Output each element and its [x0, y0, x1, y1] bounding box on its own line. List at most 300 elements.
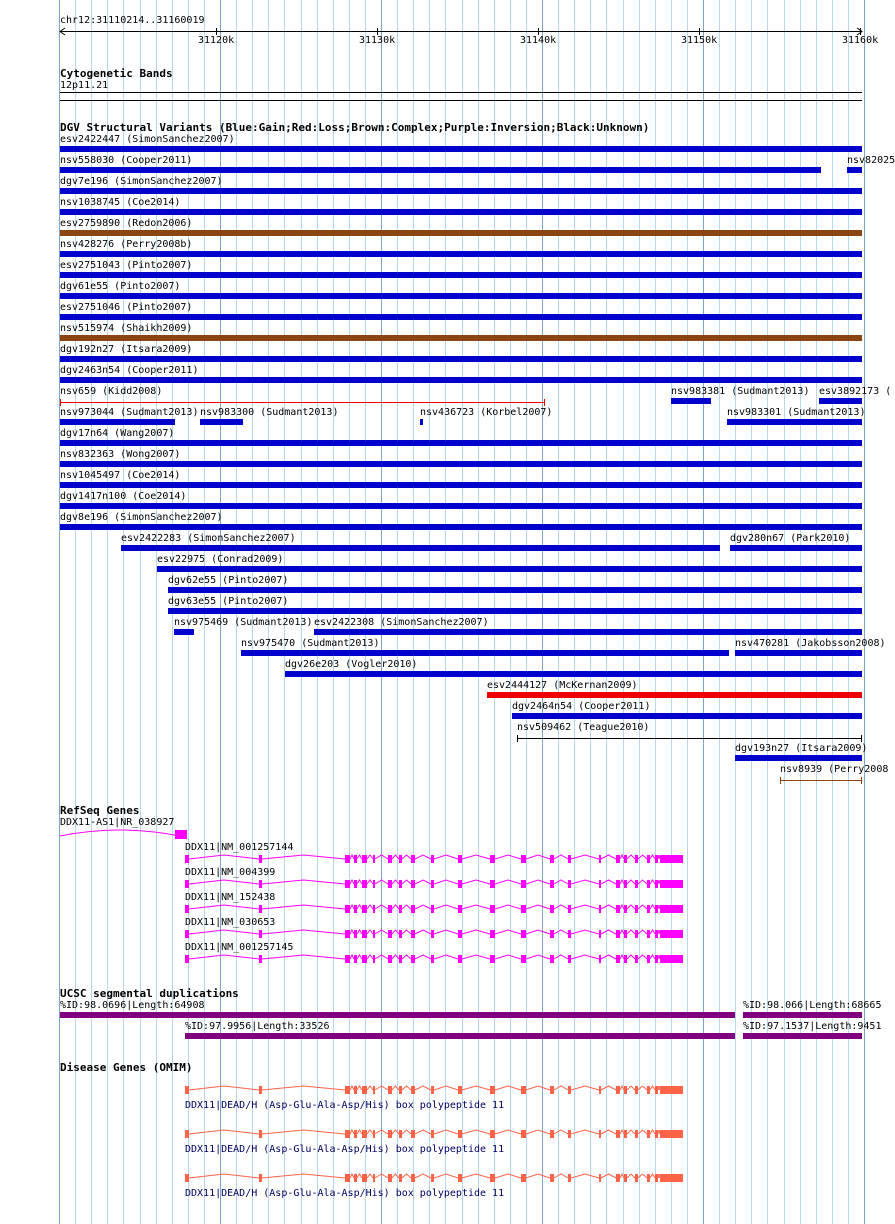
omim-gene-exon[interactable] [624, 1174, 627, 1182]
variant-label[interactable]: dgv63e55 (Pinto2007) [168, 596, 289, 607]
variant-bar[interactable] [121, 545, 720, 551]
omim-gene-exon[interactable] [411, 1086, 415, 1094]
variant-bar[interactable] [174, 629, 194, 635]
omim-gene-exon[interactable] [259, 1130, 262, 1138]
variant-label[interactable]: esv2751043 (Pinto2007) [60, 260, 193, 271]
segdup-label[interactable]: %ID:97.1537|Length:9451 [743, 1021, 882, 1032]
omim-gene-exon[interactable] [490, 1086, 495, 1094]
variant-label[interactable]: nsv659 (Kidd2008) [60, 386, 163, 397]
gene-antisense-intron[interactable] [60, 828, 180, 838]
variant-label[interactable]: nsv509462 (Teague2010) [517, 722, 650, 733]
omim-gene-exon[interactable] [616, 1086, 620, 1094]
cytoband-label: 12p11.21 [60, 80, 109, 91]
transcript-exon[interactable] [490, 955, 495, 963]
gene-label[interactable]: DDX11|NM_001257145 [185, 942, 294, 953]
omim-gene-exon[interactable] [431, 1086, 434, 1094]
gene-label[interactable]: DDX11-AS1|NR_038927 [60, 817, 175, 828]
cytoband-bar[interactable] [60, 100, 862, 101]
omim-gene-exon[interactable] [373, 1130, 375, 1138]
transcript-exon[interactable] [431, 855, 434, 863]
omim-gene-exon[interactable] [458, 1130, 462, 1138]
omim-gene-exon[interactable] [354, 1086, 357, 1094]
transcript-exon[interactable] [635, 855, 638, 863]
transcript-exon[interactable] [599, 855, 601, 863]
omim-gene-exon[interactable] [373, 1086, 375, 1094]
transcript-exon[interactable] [663, 905, 683, 913]
transcript-exon[interactable] [647, 905, 650, 913]
transcript-exon[interactable] [373, 880, 375, 888]
variant-bar[interactable] [168, 608, 862, 614]
transcript-exon[interactable] [399, 905, 402, 913]
transcript-exon[interactable] [362, 930, 367, 938]
transcript-exon[interactable] [373, 905, 375, 913]
transcript-exon[interactable] [388, 855, 392, 863]
variant-bar[interactable] [60, 377, 862, 383]
transcript-exon[interactable] [399, 880, 402, 888]
omim-gene-exon[interactable] [399, 1174, 402, 1182]
omim-gene-exon[interactable] [354, 1130, 357, 1138]
omim-gene-exon[interactable] [345, 1130, 350, 1138]
omim-gene-introns [0, 1172, 890, 1186]
variant-label[interactable]: esv2422308 (SimonSanchez2007) [314, 617, 489, 628]
transcript-exon[interactable] [345, 855, 350, 863]
omim-gene-exon[interactable] [388, 1086, 392, 1094]
omim-gene-exon[interactable] [599, 1174, 601, 1182]
variant-bar[interactable] [157, 566, 862, 572]
omim-gene-exon[interactable] [259, 1086, 262, 1094]
omim-gene-exon[interactable] [185, 1174, 189, 1182]
omim-gene-exon[interactable] [568, 1130, 571, 1138]
variant-bar[interactable] [60, 293, 862, 299]
variant-label[interactable]: nsv515974 (Shaikh2009) [60, 323, 193, 334]
variant-label[interactable]: nsv832363 (Wong2007) [60, 449, 181, 460]
omim-gene-exon[interactable] [388, 1174, 392, 1182]
track-title-cytogenetic-bands[interactable]: Cytogenetic Bands [60, 67, 173, 80]
variant-label[interactable]: dgv7e196 (SimonSanchez2007) [60, 176, 223, 187]
transcript-exon[interactable] [521, 855, 526, 863]
ruler-tick [216, 28, 217, 35]
transcript-exon[interactable] [411, 955, 415, 963]
omim-gene-exon[interactable] [550, 1130, 554, 1138]
transcript-exon[interactable] [624, 855, 627, 863]
transcript-exon[interactable] [663, 855, 683, 863]
variant-bar[interactable] [60, 482, 862, 488]
transcript-exon[interactable] [624, 905, 627, 913]
ruler-tick-label: 31150k [681, 35, 718, 46]
transcript-exon[interactable] [655, 855, 658, 863]
omim-gene-exon[interactable] [624, 1086, 627, 1094]
variant-bar[interactable] [200, 419, 243, 425]
variant-label[interactable]: nsv975469 (Sudmant2013) [174, 617, 313, 628]
gene-label[interactable]: DDX11|NM_152438 [185, 892, 276, 903]
transcript-exon[interactable] [624, 955, 627, 963]
transcript-exon[interactable] [599, 930, 601, 938]
omim-label[interactable]: DDX11|DEAD/H (Asp-Glu-Ala-Asp/His) box polypeptide 11 [185, 1144, 505, 1155]
ruler-line [60, 31, 862, 32]
transcript-exon[interactable] [388, 905, 392, 913]
omim-gene-exon[interactable] [635, 1174, 638, 1182]
variant-bar[interactable] [241, 650, 729, 656]
transcript-exon[interactable] [354, 905, 357, 913]
variant-label[interactable]: dgv192n27 (Itsara2009) [60, 344, 193, 355]
transcript-exon[interactable] [259, 855, 262, 863]
omim-gene-exon[interactable] [458, 1174, 462, 1182]
variant-label[interactable]: nsv436723 (Korbel2007) [420, 407, 553, 418]
transcript-exon[interactable] [663, 880, 683, 888]
omim-gene-exon[interactable] [490, 1130, 495, 1138]
transcript-exon[interactable] [411, 930, 415, 938]
transcript-exon[interactable] [354, 855, 357, 863]
segdup-label[interactable]: %ID:98.066|Length:68665 [743, 1000, 882, 1011]
transcript-exon[interactable] [411, 855, 415, 863]
segdup-bar[interactable] [743, 1012, 862, 1018]
transcript-exon[interactable] [490, 930, 495, 938]
transcript-exon[interactable] [624, 880, 627, 888]
segdup-label[interactable]: %ID:97.9956|Length:33526 [185, 1021, 330, 1032]
transcript-exon[interactable] [655, 880, 658, 888]
omim-gene-exon[interactable] [655, 1130, 658, 1138]
transcript-exon[interactable] [411, 880, 415, 888]
transcript-exon[interactable] [373, 955, 375, 963]
transcript-exon[interactable] [663, 930, 683, 938]
transcript-exon[interactable] [635, 880, 638, 888]
transcript-exon[interactable] [599, 905, 601, 913]
omim-gene-exon[interactable] [354, 1174, 357, 1182]
variant-label[interactable]: dgv62e55 (Pinto2007) [168, 575, 289, 586]
transcript-exon[interactable] [550, 955, 554, 963]
omim-gene-exon[interactable] [663, 1174, 683, 1182]
variant-bar[interactable] [512, 713, 862, 719]
track-title-dgv[interactable]: DGV Structural Variants (Blue:Gain;Red:Loss;Brown:Complex;Purple:Inversion;Black:Unknown) [60, 121, 650, 134]
variant-bar[interactable] [314, 629, 862, 635]
transcript-exon[interactable] [411, 905, 415, 913]
transcript-exon[interactable] [568, 855, 571, 863]
variant-bar[interactable] [168, 587, 862, 593]
variant-bar[interactable] [671, 398, 711, 404]
transcript-exon[interactable] [373, 930, 375, 938]
segdup-label[interactable]: %ID:98.0696|Length:64908 [60, 1000, 205, 1011]
omim-gene-exon[interactable] [655, 1174, 658, 1182]
transcript-exon[interactable] [388, 880, 392, 888]
transcript-exon[interactable] [458, 955, 462, 963]
omim-gene-exon[interactable] [411, 1174, 415, 1182]
variant-bar[interactable] [420, 419, 423, 425]
transcript-exon[interactable] [647, 930, 650, 938]
variant-bar[interactable] [60, 251, 862, 257]
variant-bar[interactable] [60, 188, 862, 194]
omim-gene-exon[interactable] [399, 1130, 402, 1138]
transcript-introns [0, 953, 890, 967]
transcript-exon[interactable] [458, 880, 462, 888]
variant-bar[interactable] [60, 146, 862, 152]
transcript-exon[interactable] [521, 905, 526, 913]
transcript-exon[interactable] [599, 880, 601, 888]
omim-gene-exon[interactable] [550, 1086, 554, 1094]
transcript-exon[interactable] [616, 855, 620, 863]
variant-bar[interactable] [60, 356, 862, 362]
variant-label[interactable]: nsv428276 (Perry2008b) [60, 239, 193, 250]
omim-gene-exon[interactable] [362, 1086, 367, 1094]
variant-label[interactable]: dgv193n27 (Itsara2009) [735, 743, 868, 754]
transcript-exon[interactable] [431, 880, 434, 888]
transcript-exon[interactable] [616, 930, 620, 938]
location-label: chr12:31110214..31160019 [60, 15, 205, 26]
omim-gene-introns [0, 1084, 890, 1098]
transcript-exon[interactable] [635, 930, 638, 938]
transcript-exon[interactable] [458, 905, 462, 913]
variant-label[interactable]: nsv82025 [847, 155, 895, 166]
variant-bar[interactable] [735, 650, 862, 656]
transcript-exon[interactable] [354, 880, 357, 888]
transcript-exon[interactable] [635, 905, 638, 913]
transcript-exon[interactable] [624, 930, 627, 938]
omim-gene-exon[interactable] [411, 1130, 415, 1138]
variant-label[interactable]: nsv983301 (Sudmant2013) [727, 407, 866, 418]
variant-label[interactable]: dgv17n64 (Wang2007) [60, 428, 175, 439]
ruler-tick-label: 31120k [198, 35, 235, 46]
variant-label[interactable]: dgv61e55 (Pinto2007) [60, 281, 181, 292]
transcript-exon[interactable] [185, 855, 189, 863]
omim-gene-exon[interactable] [345, 1174, 350, 1182]
gene-label[interactable]: DDX11|NM_004399 [185, 867, 276, 878]
transcript-exon[interactable] [345, 930, 350, 938]
variant-label[interactable]: dgv8e196 (SimonSanchez2007) [60, 512, 223, 523]
transcript-exon[interactable] [362, 905, 367, 913]
track-title-refseq-genes[interactable]: RefSeq Genes [60, 804, 140, 817]
transcript-exon[interactable] [655, 930, 658, 938]
transcript-exon[interactable] [388, 930, 392, 938]
omim-gene-exon[interactable] [521, 1130, 526, 1138]
variant-bar[interactable] [60, 402, 545, 403]
transcript-exon[interactable] [458, 855, 462, 863]
variant-label[interactable]: nsv983300 (Sudmant2013) [200, 407, 339, 418]
cytoband-bar[interactable] [60, 92, 862, 93]
transcript-exon[interactable] [259, 955, 262, 963]
transcript-exon[interactable] [458, 930, 462, 938]
variant-bar[interactable] [60, 272, 862, 278]
transcript-exon[interactable] [399, 930, 402, 938]
variant-bar[interactable] [780, 780, 862, 781]
variant-label[interactable]: nsv558030 (Cooper2011) [60, 155, 193, 166]
omim-gene-exon[interactable] [568, 1086, 571, 1094]
transcript-exon[interactable] [354, 930, 357, 938]
omim-gene-exon[interactable] [373, 1174, 375, 1182]
transcript-exon[interactable] [490, 905, 495, 913]
transcript-exon[interactable] [345, 880, 350, 888]
variant-bar[interactable] [517, 738, 862, 739]
transcript-exon[interactable] [185, 930, 189, 938]
transcript-exon[interactable] [550, 880, 554, 888]
variant-label[interactable]: esv2759890 (Redon2006) [60, 218, 193, 229]
transcript-introns [0, 878, 890, 892]
variant-bar[interactable] [60, 419, 175, 425]
variant-bar[interactable] [60, 503, 862, 509]
variant-bar[interactable] [60, 314, 862, 320]
omim-gene-exon[interactable] [185, 1130, 189, 1138]
ruler-tick-label: 31130k [359, 35, 396, 46]
omim-gene-exon[interactable] [655, 1086, 658, 1094]
variant-bar[interactable] [735, 755, 862, 761]
omim-gene-exon[interactable] [521, 1174, 526, 1182]
omim-label[interactable]: DDX11|DEAD/H (Asp-Glu-Ala-Asp/His) box polypeptide 11 [185, 1188, 505, 1199]
variant-bar[interactable] [730, 545, 862, 551]
transcript-exon[interactable] [490, 855, 495, 863]
variant-label[interactable]: nsv973044 (Sudmant2013) [60, 407, 199, 418]
omim-gene-exon[interactable] [647, 1130, 650, 1138]
transcript-exon[interactable] [616, 905, 620, 913]
variant-label[interactable]: esv3892173 ( [819, 386, 892, 397]
transcript-exon[interactable] [259, 930, 262, 938]
omim-gene-exon[interactable] [431, 1174, 434, 1182]
variant-label[interactable]: nsv1045497 (Coe2014) [60, 470, 181, 481]
omim-gene-exon[interactable] [431, 1130, 434, 1138]
segdup-bar[interactable] [60, 1012, 735, 1018]
variant-label[interactable]: esv2422283 (SimonSanchez2007) [121, 533, 296, 544]
omim-gene-exon[interactable] [647, 1174, 650, 1182]
transcript-exon[interactable] [362, 880, 367, 888]
transcript-exon[interactable] [521, 930, 526, 938]
transcript-exon[interactable] [663, 955, 683, 963]
transcript-exon[interactable] [185, 955, 189, 963]
variant-bar[interactable] [60, 230, 862, 236]
transcript-exon[interactable] [550, 930, 554, 938]
omim-gene-exon[interactable] [663, 1130, 683, 1138]
omim-gene-exon[interactable] [362, 1174, 367, 1182]
transcript-exon[interactable] [399, 855, 402, 863]
omim-gene-exon[interactable] [599, 1086, 601, 1094]
transcript-exon[interactable] [616, 880, 620, 888]
variant-bar[interactable] [60, 440, 862, 446]
transcript-exon[interactable] [550, 855, 554, 863]
omim-gene-exon[interactable] [362, 1130, 367, 1138]
transcript-exon[interactable] [550, 905, 554, 913]
variant-bar[interactable] [60, 524, 862, 530]
variant-bar[interactable] [60, 335, 862, 341]
transcript-exon[interactable] [568, 930, 571, 938]
transcript-exon[interactable] [490, 880, 495, 888]
transcript-exon[interactable] [345, 905, 350, 913]
ruler-tick-label: 31160k [842, 35, 879, 46]
variant-label[interactable]: dgv2463n54 (Cooper2011) [60, 365, 199, 376]
omim-gene-exon[interactable] [568, 1174, 571, 1182]
omim-gene-exon[interactable] [458, 1086, 462, 1094]
transcript-exon[interactable] [655, 905, 658, 913]
variant-label[interactable]: nsv975470 (Sudmant2013) [241, 638, 380, 649]
omim-gene-exon[interactable] [490, 1174, 495, 1182]
transcript-exon[interactable] [431, 905, 434, 913]
omim-label[interactable]: DDX11|DEAD/H (Asp-Glu-Ala-Asp/His) box polypeptide 11 [185, 1100, 505, 1111]
transcript-introns [0, 853, 890, 867]
transcript-exon[interactable] [599, 955, 601, 963]
transcript-exon[interactable] [399, 955, 402, 963]
variant-label[interactable]: nsv1038745 (Coe2014) [60, 197, 181, 208]
variant-bar[interactable] [847, 167, 862, 173]
omim-gene-exon[interactable] [345, 1086, 350, 1094]
transcript-exon[interactable] [345, 955, 350, 963]
omim-gene-exon[interactable] [185, 1086, 189, 1094]
variant-bar[interactable] [60, 461, 862, 467]
transcript-exon[interactable] [431, 930, 434, 938]
segdup-bar[interactable] [743, 1033, 862, 1039]
variant-bar[interactable] [285, 671, 862, 677]
gene-exon[interactable] [175, 830, 187, 839]
omim-gene-exon[interactable] [635, 1130, 638, 1138]
transcript-exon[interactable] [635, 955, 638, 963]
transcript-exon[interactable] [259, 880, 262, 888]
omim-gene-exon[interactable] [624, 1130, 627, 1138]
transcript-exon[interactable] [568, 905, 571, 913]
transcript-exon[interactable] [568, 880, 571, 888]
transcript-exon[interactable] [362, 955, 367, 963]
track-title-segmental-duplications[interactable]: UCSC segmental duplications [60, 987, 239, 1000]
omim-gene-exon[interactable] [521, 1086, 526, 1094]
omim-gene-exon[interactable] [550, 1174, 554, 1182]
gene-label[interactable]: DDX11|NM_030653 [185, 917, 276, 928]
transcript-exon[interactable] [647, 955, 650, 963]
transcript-exon[interactable] [362, 855, 367, 863]
transcript-exon[interactable] [521, 880, 526, 888]
variant-label[interactable]: esv22975 (Conrad2009) [157, 554, 284, 565]
track-title-omim[interactable]: Disease Genes (OMIM) [60, 1061, 193, 1074]
variant-bar[interactable] [60, 209, 862, 215]
transcript-exon[interactable] [655, 955, 658, 963]
transcript-exon[interactable] [568, 955, 571, 963]
variant-bar[interactable] [60, 167, 821, 173]
omim-gene-exon[interactable] [616, 1130, 620, 1138]
transcript-exon[interactable] [259, 905, 262, 913]
transcript-exon[interactable] [647, 880, 650, 888]
variant-label[interactable]: esv2751046 (Pinto2007) [60, 302, 193, 313]
variant-bar[interactable] [487, 692, 862, 698]
variant-label[interactable]: esv2444127 (McKernan2009) [487, 680, 638, 691]
transcript-exon[interactable] [521, 955, 526, 963]
transcript-exon[interactable] [354, 955, 357, 963]
variant-label[interactable]: dgv26e203 (Vogler2010) [285, 659, 418, 670]
transcript-exon[interactable] [647, 855, 650, 863]
grid-line [864, 0, 865, 1224]
variant-bar[interactable] [819, 398, 862, 404]
transcript-exon[interactable] [431, 955, 434, 963]
transcript-introns [0, 903, 890, 917]
omim-gene-exon[interactable] [599, 1130, 601, 1138]
transcript-exon[interactable] [185, 905, 189, 913]
transcript-exon[interactable] [616, 955, 620, 963]
omim-gene-exon[interactable] [259, 1174, 262, 1182]
transcript-exon[interactable] [388, 955, 392, 963]
omim-gene-exon[interactable] [635, 1086, 638, 1094]
variant-label[interactable]: nsv8939 (Perry2008 [780, 764, 889, 775]
ruler-tick [538, 28, 539, 35]
transcript-introns [0, 928, 890, 942]
variant-bar[interactable] [727, 419, 862, 425]
transcript-exon[interactable] [373, 855, 375, 863]
gene-label[interactable]: DDX11|NM_001257144 [185, 842, 294, 853]
segdup-bar[interactable] [185, 1033, 735, 1039]
variant-label[interactable]: nsv470281 (Jakobsson2008) [735, 638, 886, 649]
omim-gene-exon[interactable] [388, 1130, 392, 1138]
variant-label[interactable]: nsv983381 (Sudmant2013) [671, 386, 810, 397]
transcript-exon[interactable] [185, 880, 189, 888]
variant-label[interactable]: esv2422447 (SimonSanchez2007) [60, 134, 235, 145]
omim-gene-exon[interactable] [616, 1174, 620, 1182]
variant-label[interactable]: dgv1417n100 (Coe2014) [60, 491, 187, 502]
variant-label[interactable]: dgv280n67 (Park2010) [730, 533, 851, 544]
omim-gene-exon[interactable] [663, 1086, 683, 1094]
omim-gene-exon[interactable] [647, 1086, 650, 1094]
variant-label[interactable]: dgv2464n54 (Cooper2011) [512, 701, 651, 712]
ruler-tick [699, 28, 700, 35]
omim-gene-exon[interactable] [399, 1086, 402, 1094]
